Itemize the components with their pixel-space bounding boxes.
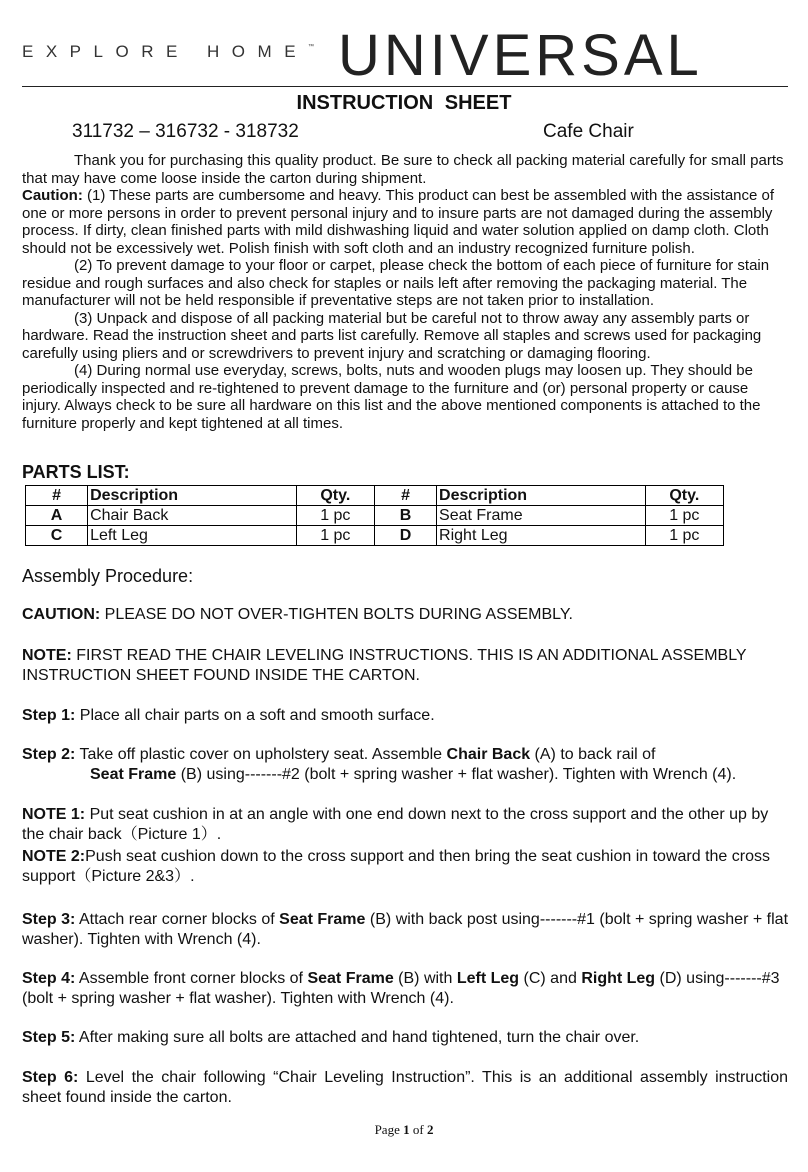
part-description: Chair Back (88, 506, 297, 526)
page-title: INSTRUCTION SHEET (296, 92, 512, 114)
part-qty: 1 pc (296, 506, 374, 526)
part-description: Seat Frame (437, 506, 646, 526)
part-description: Right Leg (437, 526, 646, 546)
col-header: # (374, 486, 436, 506)
step-5: Step 5: After making sure all bolts are attached and hand tightened, turn the chair over. (22, 1029, 640, 1046)
step-1: Step 1: Place all chair parts on a soft and smooth surface. (22, 707, 435, 724)
caution-paragraph: Caution: (1) These parts are cumbersome and heavy. This product can best be assembled with the assistance of one or more persons in order to prevent personal injury and to insure parts are not damaged during the assembly process. If dirty, clean finished parts with mild dishwashing liquid and water solution applied on damp cloth. Cloth should not be excessively wet. Polish finish with soft cloth and an industry recognized furniture polish. (22, 187, 775, 257)
col-header: Qty. (296, 486, 374, 506)
caution-item-4: (4) During normal use everyday, screws, bolts, nuts and wooden plugs may loosen up. They should be periodically inspected and re-tightened to prevent damage to the furniture and (or) personal property or cause injury. Always check to be sure all hardware on this list and the above mentioned components is attached to the furniture properly and kept tightened at all times. (22, 362, 761, 432)
step-3: Step 3: Attach rear corner blocks of Seat Frame (B) with back post using-------#1 (bolt + spring washer + flat washer). Tighten with Wrench (4). (22, 911, 789, 948)
part-description: Left Leg (88, 526, 297, 546)
note-2: NOTE 2:Push seat cushion down to the cross support and then bring the seat cushion in toward the cross support（Picture 2&3）. (22, 848, 770, 885)
assembly-heading: Assembly Procedure: (22, 566, 194, 586)
parts-table (25, 485, 724, 546)
page-number: Page 1 of 2 (374, 1122, 434, 1137)
assembly-caution: CAUTION: PLEASE DO NOT OVER-TIGHTEN BOLTS DURING ASSEMBLY. (22, 606, 573, 623)
caution-label: Caution: (22, 187, 83, 204)
col-header: Description (437, 486, 646, 506)
caution-item-3: (3) Unpack and dispose of all packing material but be careful not to throw away any assembly parts or hardware. Read the instruction sheet and parts list carefully. Remove all staples and screws used for packaging carefully using pliers and or screwdrivers to prevent injury and scratching or damaging flooring. (22, 309, 762, 362)
part-id: C (26, 526, 88, 546)
part-qty: 1 pc (296, 526, 374, 546)
part-id: A (26, 506, 88, 526)
intro-section (22, 152, 788, 432)
parts-table-header (26, 486, 724, 506)
part-qty: 1 pc (645, 506, 723, 526)
step-6: Step 6: Level the chair following “Chair Leveling Instruction”. This is an additional assembly instruction sheet found inside the carton. (22, 1069, 788, 1106)
col-header: Qty. (645, 486, 723, 506)
step-2: Step 2: Take off plastic cover on upholstery seat. Assemble Chair Back (A) to back rail of Seat Frame (B) using-------#2 (bolt + spring washer + flat washer). Tighten with Wrench (4). (22, 746, 737, 783)
table-row (26, 526, 724, 546)
product-name: Cafe Chair (543, 121, 634, 142)
intro-paragraph: Thank you for purchasing this quality product. Be sure to check all packing material carefully for small parts that may have come loose inside the carton during shipment. (22, 152, 784, 187)
col-header: # (26, 486, 88, 506)
part-id: B (374, 506, 436, 526)
brand-explore-home: EXPLORE HOME™ (22, 42, 315, 61)
caution-item-2: (2) To prevent damage to your floor or carpet, please check the bottom of each piece of furniture for stain residue and rough surfaces and also check for staples or nails left after removing the packaging material. The manufacturer will not be held responsible if preventative steps are not taken prior to installation. (22, 257, 770, 309)
part-qty: 1 pc (645, 526, 723, 546)
table-row (26, 506, 724, 526)
header-divider (22, 86, 788, 87)
model-numbers: 311732 – 316732 - 318732 (72, 121, 299, 142)
note-1: NOTE 1: Put seat cushion in at an angle with one end down next to the cross support and the other up by the chair back（Picture 1）. (22, 806, 769, 843)
assembly-note: NOTE: FIRST READ THE CHAIR LEVELING INSTRUCTIONS. THIS IS AN ADDITIONAL ASSEMBLY INSTRUCTION SHEET FOUND INSIDE THE CARTON. (22, 647, 747, 684)
part-id: D (374, 526, 436, 546)
col-header: Description (88, 486, 297, 506)
parts-list-heading: PARTS LIST: (22, 462, 130, 482)
step-4: Step 4: Assemble front corner blocks of Seat Frame (B) with Left Leg (C) and Right Leg (D) using-------#3 (bolt + spring washer + flat washer). Tighten with Wrench (4). (22, 970, 780, 1007)
brand-universal-logo: UNIVERSAL (338, 23, 703, 88)
